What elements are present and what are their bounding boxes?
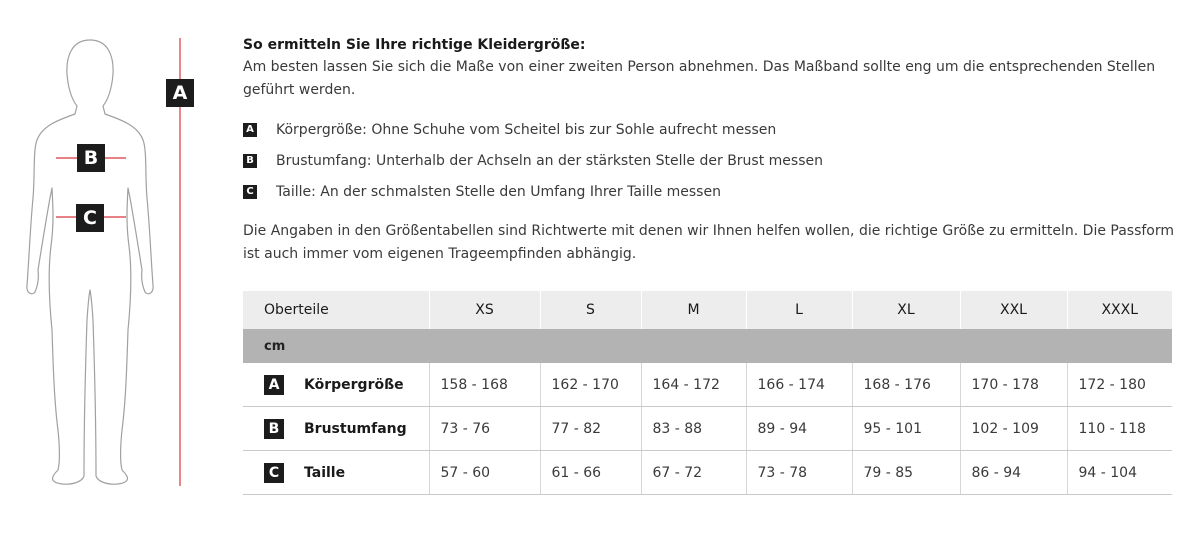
table-row (243, 451, 1172, 495)
legend-badge: A (243, 123, 257, 137)
table-cell: 94 - 104 (1067, 451, 1172, 495)
legend-item (243, 176, 1173, 207)
row-badge: B (264, 419, 284, 439)
table-cell: 164 - 172 (641, 363, 746, 407)
table-cell: 73 - 76 (429, 407, 540, 451)
figure-badge-c: C (76, 204, 104, 232)
row-label (243, 363, 429, 407)
unit-row (243, 329, 1172, 363)
row-label-text: Körpergröße (304, 376, 404, 393)
legend-text: Körpergröße: Ohne Schuhe vom Scheitel bis zur Sohle aufrecht messen (276, 121, 777, 138)
table-cell: 158 - 168 (429, 363, 540, 407)
table-header-row (243, 291, 1172, 329)
size-header: XS (429, 291, 540, 329)
row-badge: C (264, 463, 284, 483)
table-cell: 89 - 94 (746, 407, 852, 451)
size-header: S (540, 291, 641, 329)
figure-badge-a: A (166, 79, 194, 107)
table-cell: 168 - 176 (852, 363, 960, 407)
row-badge: A (264, 375, 284, 395)
table-cell: 166 - 174 (746, 363, 852, 407)
size-note: Die Angaben in den Größentabellen sind Richtwerte mit denen wir Ihnen helfen wollen, die richtige Größe zu ermitteln. Die Passform ist auch immer vom eigenen Trageempfinden abhängig. (243, 223, 1175, 262)
table-cell: 110 - 118 (1067, 407, 1172, 451)
instructions-heading: So ermitteln Sie Ihre richtige Kleidergröße: (243, 37, 586, 53)
legend-item (243, 145, 1173, 176)
body-measurement-figure (0, 0, 230, 537)
table-cell: 73 - 78 (746, 451, 852, 495)
table-header-label: Oberteile (243, 291, 429, 329)
measurement-legend (243, 114, 1173, 207)
row-label (243, 451, 429, 495)
table-cell: 172 - 180 (1067, 363, 1172, 407)
instructions (243, 36, 1173, 266)
size-header: XXXL (1067, 291, 1172, 329)
table-cell: 57 - 60 (429, 451, 540, 495)
size-table (243, 291, 1172, 495)
size-header: M (641, 291, 746, 329)
table-cell: 170 - 178 (960, 363, 1067, 407)
size-header: XL (852, 291, 960, 329)
legend-badge: C (243, 185, 257, 199)
instructions-intro: Am besten lassen Sie sich die Maße von einer zweiten Person abnehmen. Das Maßband sollte eng um die entsprechenden Stellen geführt werden. (243, 59, 1156, 98)
legend-badge: B (243, 154, 257, 168)
table-cell: 102 - 109 (960, 407, 1067, 451)
table-cell: 83 - 88 (641, 407, 746, 451)
size-header: XXL (960, 291, 1067, 329)
size-header: L (746, 291, 852, 329)
legend-text: Taille: An der schmalsten Stelle den Umfang Ihrer Taille messen (276, 183, 721, 200)
table-cell: 77 - 82 (540, 407, 641, 451)
legend-item (243, 114, 1173, 145)
table-cell: 61 - 66 (540, 451, 641, 495)
table-cell: 162 - 170 (540, 363, 641, 407)
table-cell: 95 - 101 (852, 407, 960, 451)
unit-label: cm (243, 329, 1172, 363)
table-cell: 86 - 94 (960, 451, 1067, 495)
table-cell: 79 - 85 (852, 451, 960, 495)
row-label-text: Taille (304, 464, 346, 481)
figure-badge-b: B (77, 144, 105, 172)
row-label (243, 407, 429, 451)
table-cell: 67 - 72 (641, 451, 746, 495)
table-row (243, 363, 1172, 407)
body-silhouette-icon (0, 0, 230, 537)
table-row (243, 407, 1172, 451)
legend-text: Brustumfang: Unterhalb der Achseln an der stärksten Stelle der Brust messen (276, 152, 823, 169)
row-label-text: Brustumfang (304, 420, 407, 437)
